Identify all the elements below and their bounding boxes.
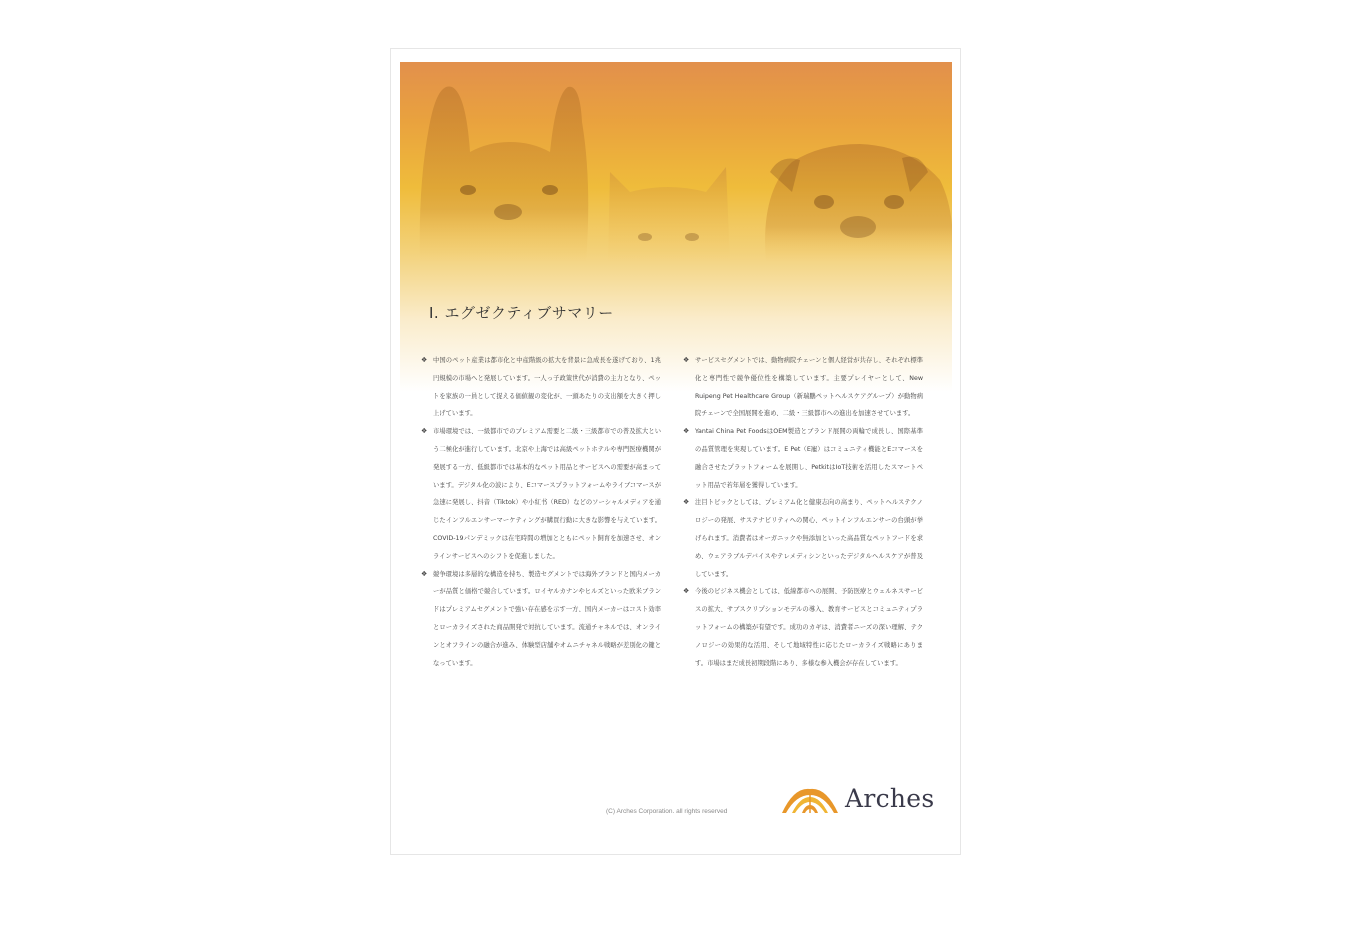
bullet-text: 競争環境は多層的な構造を持ち、製造セグメントでは海外ブランドと国内メーカーが品質と価格で競合しています。ロイヤルカナンやヒルズといった欧米ブランドはプレミアムセグメントで強い存在感を示す一方、国内メーカーはコスト効率とローカライズされた商品開発で対抗しています。流通チャネルでは、オンラインとオフラインの融合が進み、体験型店舗やオムニチャネル戦略が差別化の鍵となっています。: [433, 570, 661, 667]
arches-logo-icon: [780, 785, 840, 817]
bullet-text: 今後のビジネス機会としては、低線都市への展開、予防医療とウェルネスサービスの拡大、サブスクリプションモデルの導入、教育サービスとコミュニティプラットフォームの構築が有望です。成功のカギは、消費者ニーズの深い理解、テクノロジーの効果的な活用、そして地域特性に応じたローカライズ戦略にあります。市場はまだ成長初期段階にあり、多様な参入機会が存在しています。: [695, 588, 923, 667]
bullet-diamond-icon: ❖: [421, 427, 428, 436]
copyright-text: (C) Arches Corporation. all rights reserved: [606, 808, 728, 815]
summary-bullet: [683, 423, 923, 494]
bullet-diamond-icon: ❖: [683, 587, 690, 596]
summary-bullet: [683, 494, 923, 583]
summary-bullet: [683, 583, 923, 672]
summary-bullet: [421, 352, 661, 423]
logo-text: Arches: [845, 784, 935, 813]
bullet-diamond-icon: ❖: [683, 498, 690, 507]
summary-right-column: [683, 352, 923, 672]
summary-bullet: [421, 423, 661, 565]
cat-shape: [608, 167, 730, 262]
bullet-diamond-icon: ❖: [421, 569, 428, 578]
bullet-text: Yantai China Pet FoodsはOEM製造とブランド展開の両輪で成長し、国際基準の品質管理を実現しています。E Pet（E寵）はコミュニティ機能とEコマースを融合させたプラットフォームを展開し、PetkitはIoT技術を活用したスマートペット用品で若年層を獲得しています。: [695, 428, 923, 489]
bullet-text: サービスセグメントでは、動物病院チェーンと個人経営が共存し、それぞれ標準化と専門性で競争優位性を構築しています。主要プレイヤーとして、New Ruipeng Pet Healthcare Group（新瑞鵬ペットヘルスケアグループ）が動物病院チェーンで全国展開を進め、二級・三級都市への進出を加速させています。: [695, 357, 923, 418]
arches-logo: [780, 785, 940, 817]
bullet-diamond-icon: ❖: [683, 427, 690, 436]
bulldog-shape: [420, 86, 589, 262]
summary-bullet: [683, 352, 923, 423]
hero-pets-image: [400, 62, 952, 392]
pug-shape: [765, 144, 952, 262]
page-title: I. エグゼクティブサマリー: [429, 304, 614, 322]
bullet-diamond-icon: ❖: [421, 356, 428, 364]
bullet-text: 市場環境では、一級都市でのプレミアム需要と二級・三級都市での普及拡大という二極化が進行しています。北京や上海では高級ペットホテルや専門医療機関が発展する一方、低級都市では基本的なペット用品とサービスへの需要が高まっています。デジタル化の波により、Eコマースプラットフォームやライブコマースが急速に発展し、抖音（Tiktok）や小紅书（RED）などのソーシャルメディアを通じたインフルエンサーマーケティングが購買行動に大きな影響を与えています。COVID-19パンデミックは在宅時間の増加とともにペット飼育を加速させ、オンラインサービスへのシフトを促進しました。: [433, 428, 661, 560]
bullet-text: 注目トピックとしては、プレミアム化と健康志向の高まり、ペットヘルステクノロジーの発展、サステナビリティへの関心、ペットインフルエンサーの台頭が挙げられます。消費者はオーガニックや無添加といった高品質なペットフードを求め、ウェアラブルデバイスやテレメディシンといったデジタルヘルスケアが普及しています。: [695, 499, 923, 578]
document-page: [390, 48, 961, 855]
summary-left-column: [421, 352, 661, 672]
pets-illustration: [400, 62, 952, 392]
bullet-diamond-icon: ❖: [683, 356, 690, 364]
summary-bullet: [421, 566, 661, 673]
bullet-text: 中国のペット産業は都市化と中産階級の拡大を背景に急成長を遂げており、1兆円規模の市場へと発展しています。一人っ子政策世代が消費の主力となり、ペットを家族の一員として捉える価値観の変化が、一頭あたりの支出額を大きく押し上げています。: [433, 357, 661, 418]
